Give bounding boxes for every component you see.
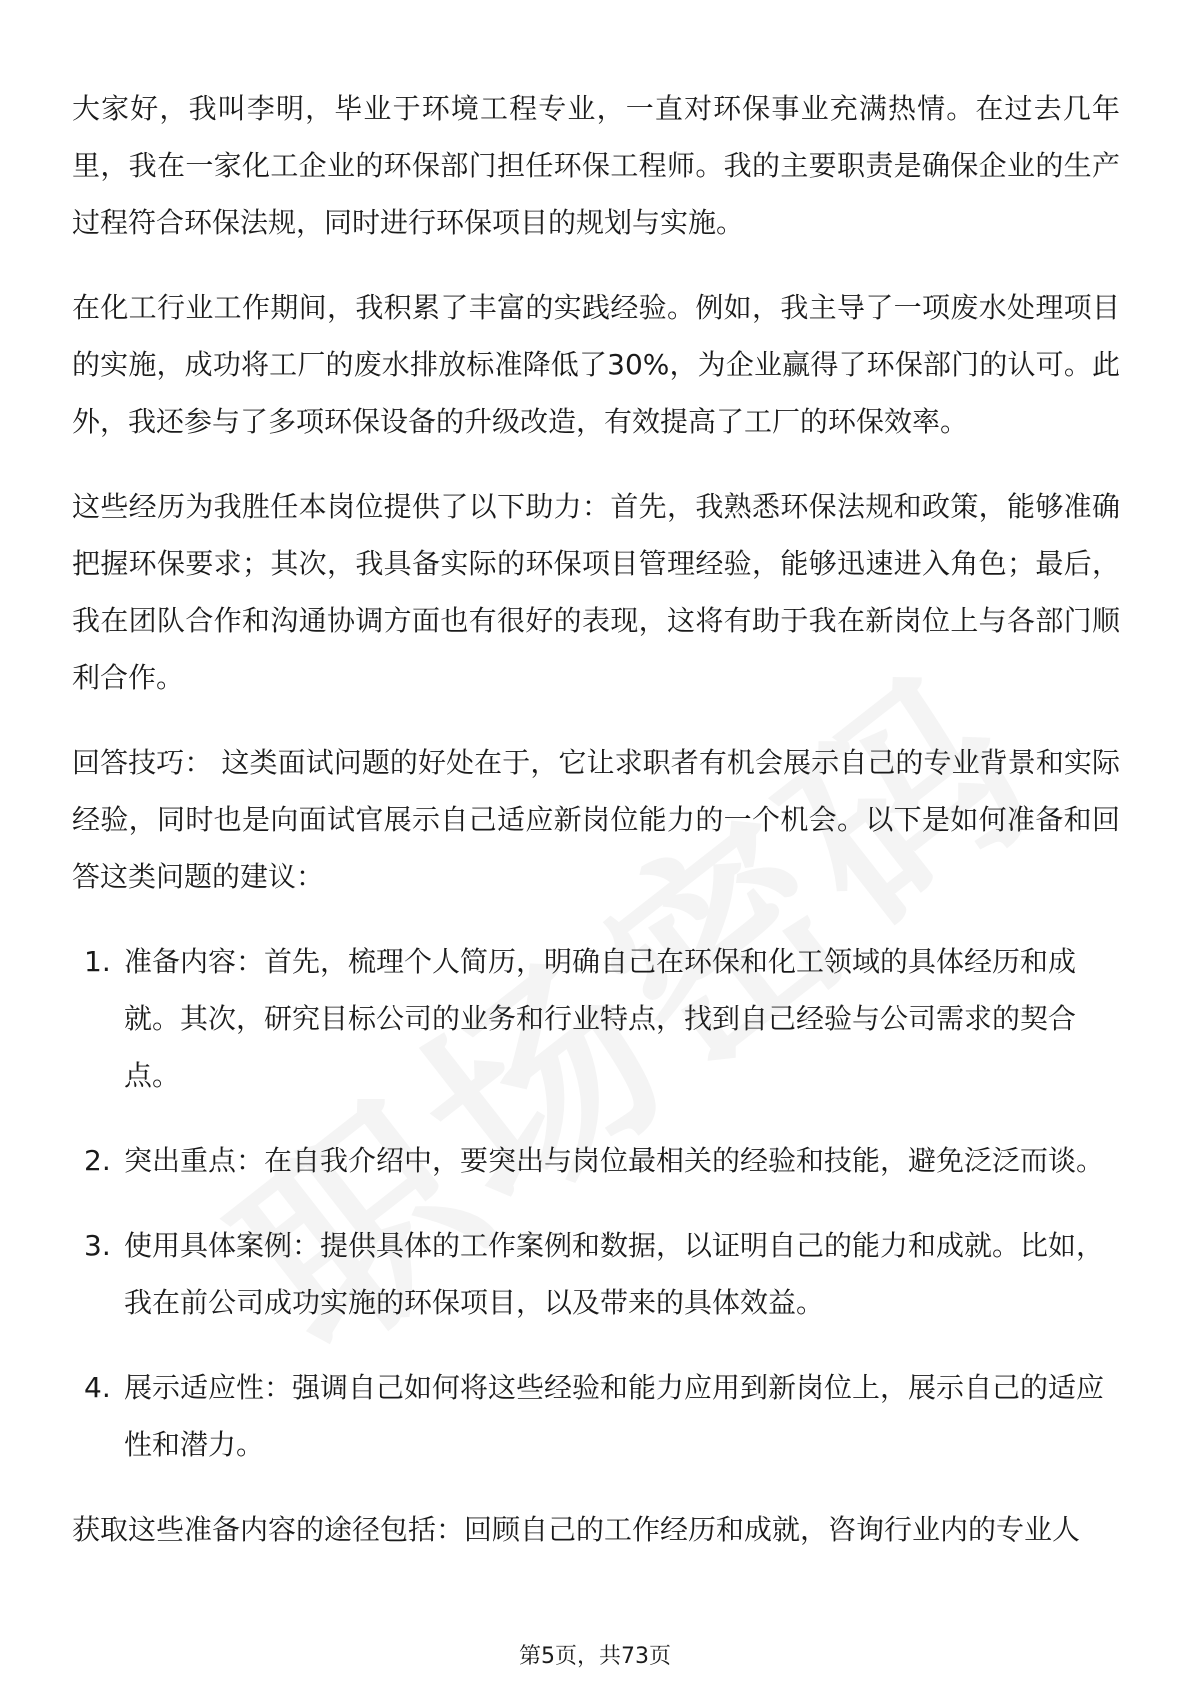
list-item bbox=[72, 933, 1120, 1104]
list-text: 准备内容：首先，梳理个人简历，明确自己在环保和化工领域的具体经历和成就。其次，研究目标公司的业务和行业特点，找到自己经验与公司需求的契合点。 bbox=[124, 945, 1077, 1092]
paragraph-experience: 在化工行业工作期间，我积累了丰富的实践经验。例如，我主导了一项废水处理项目的实施，成功将工厂的废水排放标准降低了30%，为企业赢得了环保部门的认可。此外，我还参与了多项环保设备的升级改造，有效提高了工厂的环保效率。 bbox=[72, 291, 1120, 438]
list-item bbox=[72, 1132, 1120, 1189]
page-number-footer: 第5页，共73页 bbox=[519, 1644, 671, 1669]
list-item bbox=[72, 1359, 1120, 1473]
paragraph-final: 获取这些准备内容的途径包括：回顾自己的工作经历和成就，咨询行业内的专业人 bbox=[72, 1513, 1081, 1546]
list-number: 2. bbox=[84, 1144, 111, 1177]
list-text: 突出重点：在自我介绍中，要突出与岗位最相关的经验和技能，避免泛泛而谈。 bbox=[124, 1144, 1105, 1177]
list-number: 3. bbox=[84, 1229, 111, 1262]
document-body bbox=[72, 80, 1120, 1558]
list-number: 1. bbox=[84, 945, 111, 978]
tips-list bbox=[72, 933, 1120, 1473]
list-number: 4. bbox=[84, 1371, 111, 1404]
paragraph-advantages: 这些经历为我胜任本岗位提供了以下助力：首先，我熟悉环保法规和政策，能够准确把握环保要求；其次，我具备实际的环保项目管理经验，能够迅速进入角色；最后，我在团队合作和沟通协调方面也有很好的表现，这将有助于我在新岗位上与各部门顺利合作。 bbox=[72, 490, 1120, 694]
list-text: 展示适应性：强调自己如何将这些经验和能力应用到新岗位上，展示自己的适应性和潜力。 bbox=[124, 1371, 1105, 1461]
list-text: 使用具体案例：提供具体的工作案例和数据，以证明自己的能力和成就。比如，我在前公司成功实施的环保项目，以及带来的具体效益。 bbox=[124, 1229, 1105, 1319]
paragraph-intro: 大家好，我叫李明，毕业于环境工程专业，一直对环保事业充满热情。在过去几年里，我在一家化工企业的环保部门担任环保工程师。我的主要职责是确保企业的生产过程符合环保法规，同时进行环保项目的规划与实施。 bbox=[72, 92, 1120, 239]
paragraph-answer-tips: 回答技巧： 这类面试问题的好处在于，它让求职者有机会展示自己的专业背景和实际经验，同时也是向面试官展示自己适应新岗位能力的一个机会。以下是如何准备和回答这类问题的建议： bbox=[72, 746, 1120, 893]
list-item bbox=[72, 1217, 1120, 1331]
